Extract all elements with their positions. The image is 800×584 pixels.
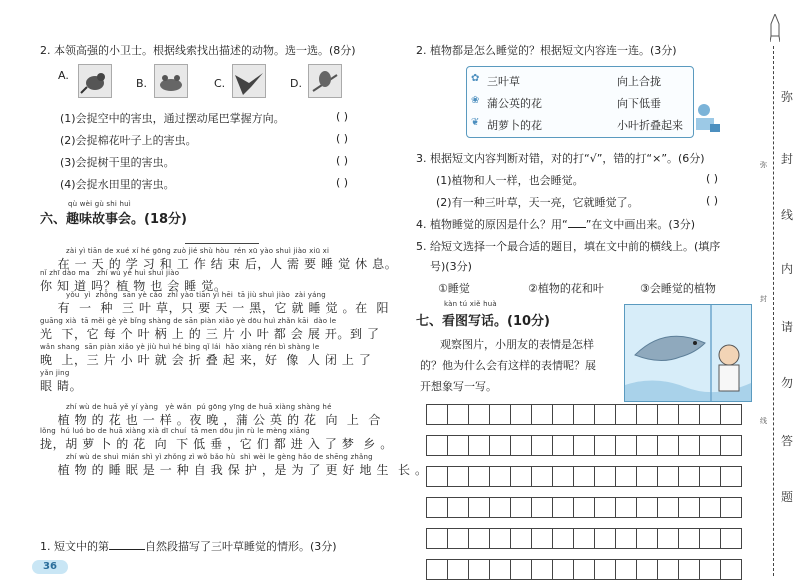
option-d[interactable]: D. <box>290 77 302 90</box>
answer-paren[interactable]: ( ) <box>336 110 349 123</box>
clover-icon: ✿ <box>471 73 480 84</box>
q3-item-2: (2)有一种三叶草，天一亮，它就睡觉了。 <box>436 196 639 209</box>
section-7-pinyin: kàn tú xiě huà <box>444 300 497 308</box>
writing-grid[interactable] <box>426 404 746 584</box>
seal-notice-char: 弥 <box>781 90 794 104</box>
answer-paren[interactable]: ( ) <box>336 154 349 167</box>
option-c[interactable]: C. <box>214 77 226 90</box>
seal-notice-char: 题 <box>781 490 794 504</box>
answer-paren[interactable]: ( ) <box>706 172 719 185</box>
story-passage <box>40 247 428 477</box>
title-blank-line[interactable] <box>185 243 259 244</box>
q2-item-1: (1)会捉空中的害虫，通过摆动尾巴掌握方向。 <box>60 112 285 125</box>
match-right-item[interactable]: 向上合拢 <box>617 75 661 88</box>
prompt-line: 观察图片，小朋友的表情是怎样 <box>440 338 594 351</box>
q5-option-3[interactable]: ③会睡觉的植物 <box>640 282 716 295</box>
option-a[interactable] <box>58 64 69 83</box>
answer-paren[interactable]: ( ) <box>336 176 349 189</box>
seal-notice-char: 内 <box>781 262 794 276</box>
story-line: yǒu yì zhǒng sān yè cǎo zhǐ yào tiān yì hēi tā jiù shuì jiào zài yáng 有 一 种 三 叶 草，只 要 天 一 黑，它 就 睡 觉 。在 阳 <box>40 291 390 315</box>
question-4: 4. 植物睡觉的原因是什么？用“ ”在文中画出来。(3分) <box>416 218 695 231</box>
section-6-title: 六、趣味故事会。(18分) <box>40 212 187 227</box>
question-5-title-cont: 号)(3分) <box>430 260 472 273</box>
story-line: zài yì tiān de xué xí hé gōng zuò jié shù hòu rén xū yào shuì jiào xiū xi 在 一 天 的 学 习 和 工 作 结 束 后，人 需 要 睡 觉 休 息。 <box>40 247 398 271</box>
match-right-item[interactable]: 向下低垂 <box>617 97 661 110</box>
question-3-title: 3. 根据短文内容判断对错，对的打“√”，错的打“×”。(6分) <box>416 152 705 165</box>
match-left-item[interactable]: 三叶草 <box>487 75 520 88</box>
seal-notice-char: 勿 <box>781 376 794 390</box>
swallow-icon <box>232 64 266 98</box>
seal-notice-char: 答 <box>781 434 794 448</box>
question-2-title: 2. 植物都是怎么睡觉的？根据短文内容连一连。(3分) <box>416 44 677 57</box>
match-left-item[interactable]: 胡萝卜的花 <box>487 119 542 132</box>
writing-grid-lines[interactable] <box>426 404 746 580</box>
answer-paren[interactable]: ( ) <box>706 194 719 207</box>
frog-icon <box>154 64 188 98</box>
story-line: yǎn jing 眼 睛。 <box>40 369 83 393</box>
question-1: 1. 短文中的第 自然段描写了三叶草睡觉的情形。(3分) <box>40 540 337 553</box>
bird-perched-icon <box>78 64 112 98</box>
section-7-title: 七、看图写话。(10分) <box>416 314 550 329</box>
dandelion-icon: ❀ <box>471 95 480 106</box>
dolphin-child-picture <box>624 304 752 402</box>
seal-line-label: 线 <box>760 417 767 425</box>
carrot-icon: ❦ <box>471 117 480 128</box>
question-5-title: 5. 给短文选择一个最合适的题目，填在文中前的横线上。(填序 <box>416 240 721 253</box>
q2-item-4: (4)会捉水田里的害虫。 <box>60 178 175 191</box>
story-line: lǒng hú luó bo de huā xiàng xià dī chuí tā men dōu jìn rù le mèng xiāng 拢，胡 萝 卜 的 花 向 下 低 垂 ，它 们 都 进 入 了 梦 乡 。 <box>40 427 393 451</box>
underline-sample <box>568 217 586 228</box>
q3-item-1: (1)植物和人一样，也会睡觉。 <box>436 174 584 187</box>
story-line: nǐ zhī dào ma zhí wù yě huì shuì jiào 你 知 道 吗？植 物 也 会 睡 觉。 <box>40 269 227 293</box>
seal-notice-char: 线 <box>781 208 794 222</box>
bird-on-branch-icon <box>308 64 342 98</box>
answer-paren[interactable]: ( ) <box>336 132 349 145</box>
page-number: 36 <box>32 560 68 574</box>
prompt-line: 的？他为什么会有这样的表情呢？展 <box>420 359 596 372</box>
seal-line-label: 封 <box>760 295 767 303</box>
seal-notice-char: 封 <box>781 152 794 166</box>
q5-option-2[interactable]: ②植物的花和叶 <box>528 282 604 295</box>
matching-box <box>466 66 694 138</box>
story-line: wǎn shang sān piàn xiǎo yè jiù huì hé bìng qǐ lái hǎo xiàng rén bì shàng le 晚 上，三 片 小 叶 就 会 折 叠 起 来，好 像 人 闭 上 了 <box>40 343 372 367</box>
option-letter: A. <box>58 69 69 82</box>
story-line: zhí wù de shuì mián shì yì zhǒng zì wǒ bǎo hù shì wèi le gèng hǎo de shēng zhǎng 植 物 的 睡 眠 是 一 种 自 我 保 护 ，是 为 了 更 好 地 生 长 。 <box>40 453 428 477</box>
prompt-line: 开想象写一写。 <box>420 380 497 393</box>
answer-blank[interactable] <box>109 539 145 550</box>
match-left-item[interactable]: 蒲公英的花 <box>487 97 542 110</box>
q2-item-2: (2)会捉棉花叶子上的害虫。 <box>60 134 197 147</box>
seal-line <box>773 46 774 576</box>
story-line: guāng xià tā měi gè yè bǐng shàng de sān piàn xiǎo yè dōu huì zhǎn kāi dào le 光 下，它 每 个 叶 柄 上 的 三 片 小 叶 都 会 展 开。到 了 <box>40 317 380 341</box>
q2-item-3: (3)会捉树干里的害虫。 <box>60 156 175 169</box>
question-2-title: 2. 本领高强的小卫士。根据线索找出描述的动物。选一选。(8分) <box>40 44 356 57</box>
match-right-item[interactable]: 小叶折叠起来 <box>617 119 683 132</box>
q5-option-1[interactable]: ①睡觉 <box>438 282 470 295</box>
story-line: zhí wù de huā yě yí yàng yè wǎn pú gōng yīng de huā xiàng shàng hé 植 物 的 花 也 一 样 。夜 晚 ，蒲 公 英 的 花 向 上 合 <box>40 403 381 427</box>
option-b[interactable]: B. <box>136 77 148 90</box>
rocket-icon <box>770 14 780 46</box>
seal-notice-char: 请 <box>781 320 794 334</box>
seal-line-label: 弥 <box>760 161 767 169</box>
kids-reading-icon <box>692 100 722 136</box>
section-6-pinyin: qù wèi gù shi huì <box>68 200 131 208</box>
